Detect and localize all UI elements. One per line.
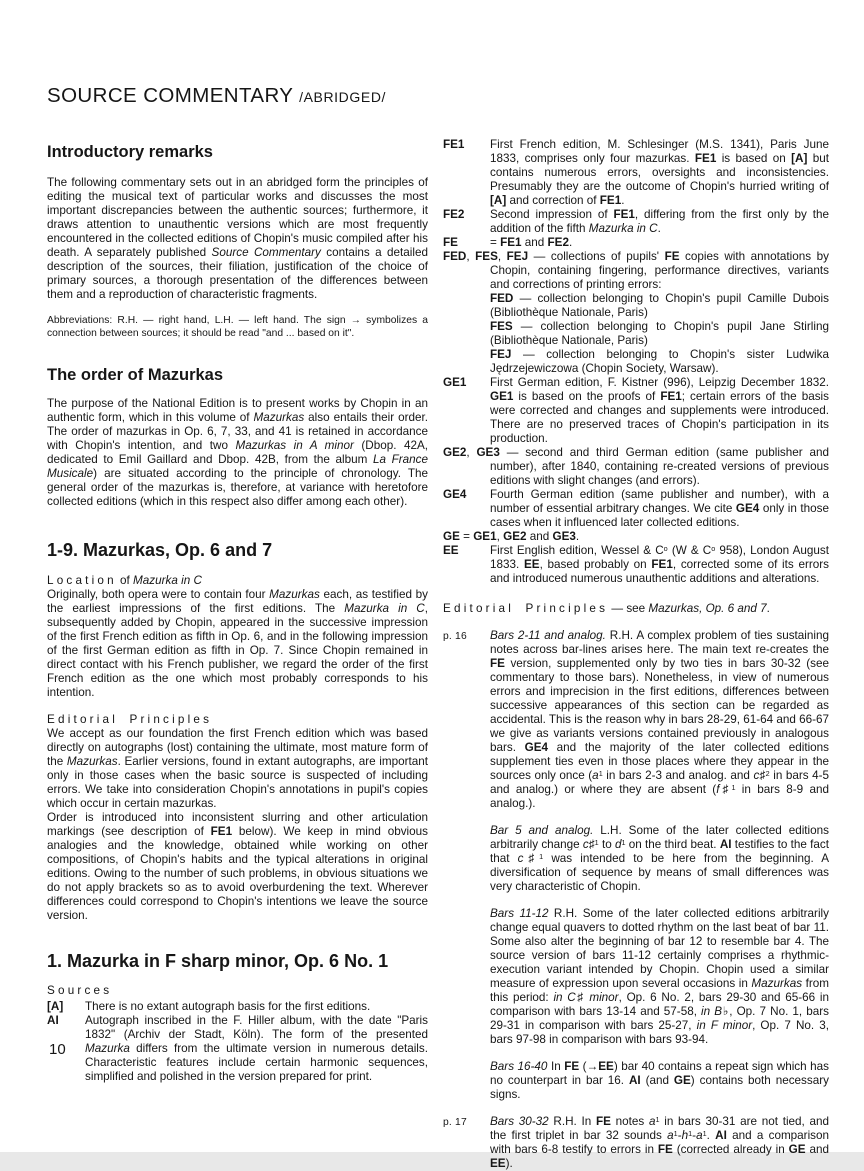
editorial-paragraph-1: We accept as our foundation the first French edition which was based directly on autographs (lost) containing the ultimate, most mature form of the Mazurkas. Earlier versions, found in extant autographs, are important only in those cases when the basic source is suspected of including errors. We take into consideration Chopin's annotations in pupil's copies which occur in certain mazurkas. <box>47 727 428 810</box>
edition-label: FE <box>443 236 458 249</box>
annotation-bars-30-32 <box>443 1115 829 1171</box>
edition-text: = FE1 and FE2. <box>490 236 573 249</box>
edition-label: FE1 <box>443 138 465 151</box>
intro-paragraph: The following commentary sets out in an abridged form the principles of editing the musical text of particular works and discusses the most important discrepancies between the authentic sources; furthermore, it draws attention to unauthentic versions which are most frequently encountered in the collected editions of Chopin's music compiled after his death. A separately published Source Commentary contains a detailed description of the sources, their filiation, justification of the choice of primary sources, a thorough presentation of the differences between them and a reproduction of characteristic fragments. <box>47 176 429 301</box>
annotation-text: Bars 30-32 R.H. In FE notes $a^1$ in bars 30-31 are not tied, and the first triplet in bar 32 sounds $a^1-h^1-a^1$. AI and a comparison with bars 6-8 testify to errors in FE (corrected already in GE and EE). <box>490 1114 830 1170</box>
page-title <box>47 84 386 108</box>
edition-label: EE <box>443 544 459 557</box>
source-text: Autograph inscribed in the F. Hiller album, with the date "Paris 1832" (Archiv der Stadt, Köln). The form of the presented Mazurka differs from the ultimate version in numerous details. Characteristic features include certain harmonic sequences, simplified and polished in the version prepared for print. <box>85 1014 428 1083</box>
annotation-bar-5 <box>443 824 829 894</box>
annotation-text: Bars 11-12 R.H. Some of the later collected editions arbitrarily change equal quavers to dotted rhythm on the last beat of bar 11. Some also alter the beginning of bar 12 to resemble bar 4. The source version of bars 11-12 certainly comprises a rhythmic-execution variant intended by Chopin. Chopin used a similar measure of expression upon several occasions in Mazurkas from this period: in C♯ minor, Op. 6 No. 2, bars 29-30 and 65-66 in comparison with bars 13-14 and 57-58, in B♭, Op. 7 No. 1, bars 29-31 in comparison with bars 25-27, in F minor, Op. 7 No. 3, bars 97-98 in comparison with bars 93-94. <box>490 907 829 1046</box>
source-label: AI <box>47 1014 59 1027</box>
edition-label: FE2 <box>443 208 465 221</box>
editorial-principles-line: Editorial Principles — see Mazurkas, Op. 6 and 7. <box>443 602 770 615</box>
edition-text: First English edition, Wessel & $C^o$ (W & $C^o$ 958), London August 1833. EE, based probably on FE1, corrected some of its errors and introduced numerous unauthentic additions and alterations. <box>490 543 829 585</box>
page-number: 10 <box>49 1041 66 1058</box>
edition-text: First German edition, F. Kistner (996), Leipzig December 1832. GE1 is based on the proofs of FE1; certain errors of the basis were corrected and changes and supplements were introduced. There are no preserved traces of Chopin's participation in its production. <box>490 376 829 445</box>
sources-list <box>47 1000 428 1084</box>
abbreviations-note: Abbreviations: R.H. — right hand, L.H. — left hand. The sign → symbolizes a connection between sources; it should be read "and ... based on it". <box>47 315 428 339</box>
edition-entry-ge2-ge3: GE2, GE3 — second and third German edition (same publisher and number), after 1840, containing re-created versions of previous editions with slight changes (and errors). <box>443 446 829 487</box>
right-column <box>443 138 829 1171</box>
page-title-suffix <box>299 89 386 105</box>
edition-entry-fed-fes-fej: FED, FES, FEJ — collections of pupils' FE copies with annotations by Chopin, containing fingering, performance directives, variants and corrections of printing errors: <box>443 250 829 291</box>
page-ref: p. 17 <box>443 1117 467 1128</box>
edition-entry-ge4 <box>443 488 829 530</box>
edition-entry-fe <box>443 236 829 250</box>
source-label: [A] <box>47 1000 64 1013</box>
subheading-sources: Sources <box>47 984 113 997</box>
edition-subentry-fes: FES — collection belonging to Chopin's pupil Jane Stirling (Bibliothèque Nationale, Paris) <box>490 320 829 347</box>
annotation-text: Bar 5 and analog. L.H. Some of the later collected editions arbitrarily change c♯$^1$ to $d^1$ on the third beat. AI testifies to the fact that c♯$^1$ was intended to be here from the beginning. A diversification of sequence by means of small differences was very characteristic of Chopin. <box>490 824 830 893</box>
subheading-editorial-principles: Editorial Principles <box>47 713 213 726</box>
edition-subentry-fed: FED — collection belonging to Chopin's pupil Camille Dubois (Bibliothèque Nationale, Paris) <box>490 292 829 319</box>
source-entry <box>47 1000 428 1014</box>
edition-text: First French edition, M. Schlesinger (M.S. 1341), Paris June 1833, comprises only four mazurkas. FE1 is based on [A] but contains numerous errors, oversights and inconsistencies. Presumably they are the outcome of Chopin's hurried writing of [A] and correction of FE1. <box>490 138 830 207</box>
heading-order-of-mazurkas: The order of Mazurkas <box>47 366 224 384</box>
edition-entry-ge: GE = GE1, GE2 and GE3. <box>443 530 580 543</box>
source-text: There is no extant autograph basis for the first editions. <box>85 1000 371 1013</box>
editorial-paragraph-2: Order is introduced into inconsistent slurring and other articulation markings (see description of FE1 below). We keep in mind obvious analogies and the knowledge, obtained while working on other compositions, of Chopin's habits and the typical alterations in original editions. Owing to the number of such problems, in obvious situations we do not apply brackets so as to avoid overburdening the text. Wherever differences could correspond to Chopin's intentions we leave the source version. <box>47 811 428 922</box>
heading-mazurka-1: 1. Mazurka in F sharp minor, Op. 6 No. 1 <box>47 951 389 971</box>
edition-subentry-fej: FEJ — collection belonging to Chopin's sister Ludwika Jędrzejewiczowa (Chopin Society, Warsaw). <box>490 348 829 375</box>
edition-text: Fourth German edition (same publisher and number), with a number of essential arbitrary changes. We cite GE4 only in those cases when it influenced later collected editions. <box>490 488 829 529</box>
annotation-text: Bars 2-11 and analog. R.H. A complex problem of ties sustaining notes across bar-lines arises here. The main text re-creates the FE version, supplemented only by two ties in bars 30-32 (see commentary to those bars). Nonetheless, in view of numerous errors and imprecision in the first editions, differences between successive appearances of this section can be regarded as accidental. This is the reason why in bars 28-29, 61-64 and 66-67 we give as variants versions contained previously in analogous bars. GE4 and the majority of the later collected editions supplement ties even in those places where they appear in the sources only once ($a^1$ in bars 2-3 and analog. and c♯$^2$ in bars 4-5 and analog.) or where they are absent (f♯$^1$ in bars 8-9 and analog.). <box>490 629 830 810</box>
edition-entry-ge1 <box>443 376 829 446</box>
edition-text: Second impression of FE1, differing from the first only by the addition of the fifth Mazurka in C. <box>490 208 829 235</box>
edition-entry-ee <box>443 544 829 586</box>
page-title-suffix-text: /ABRIDGED/ <box>299 89 387 105</box>
annotation-bars-11-12 <box>443 907 829 1047</box>
source-entry <box>47 1014 428 1084</box>
left-column <box>47 143 428 1084</box>
heading-mazurkas-op6-7: 1-9. Mazurkas, Op. 6 and 7 <box>47 540 273 560</box>
page-title-main: SOURCE COMMENTARY <box>47 84 293 107</box>
location-paragraph: Originally, both opera were to contain four Mazurkas each, as testified by the earliest impressions of the first editions. The Mazurka in C, subsequently added by Chopin, appeared in the successive impression of the first French edition as fifth in Op. 6, and in the following impression of the first German edition as fifth in Op. 7. Since Chopin remained in direct contact with his French publisher, we regard the order of the first French edition as the one which most probably corresponds to his intention. <box>47 588 428 699</box>
annotation-bars-2-11 <box>443 629 829 811</box>
edition-entry-fe1 <box>443 138 829 208</box>
page-ref: p. 16 <box>443 631 467 642</box>
annotation-text: Bars 16-40 In FE (→EE) bar 40 contains a repeat sign which has no counterpart in bar 16. AI (and GE) contains both necessary signs. <box>490 1060 829 1101</box>
order-paragraph: The purpose of the National Edition is to present works by Chopin in an authentic form, which in this volume of Mazurkas also entails their order. The order of mazurkas in Op. 6, 7, 33, and 41 is retained in accordance with Chopin's intention, and two Mazurkas in A minor (Dbop. 42A, dedicated to Emil Gaillard and Dbop. 42B, from the album La France Musicale) are situated according to the principle of chronology. The general order of the mazurkas is, therefore, at variance with heretofore collected editions (which in this respect also differ among each other). <box>47 397 428 508</box>
subheading-location: Location of Mazurka in C <box>47 574 202 587</box>
annotation-bars-16-40 <box>443 1060 829 1102</box>
annotation-list <box>443 629 829 1171</box>
edition-label: GE1 <box>443 376 467 389</box>
heading-introductory-remarks: Introductory remarks <box>47 143 213 161</box>
edition-label: GE4 <box>443 488 467 501</box>
edition-entry-fe2 <box>443 208 829 236</box>
